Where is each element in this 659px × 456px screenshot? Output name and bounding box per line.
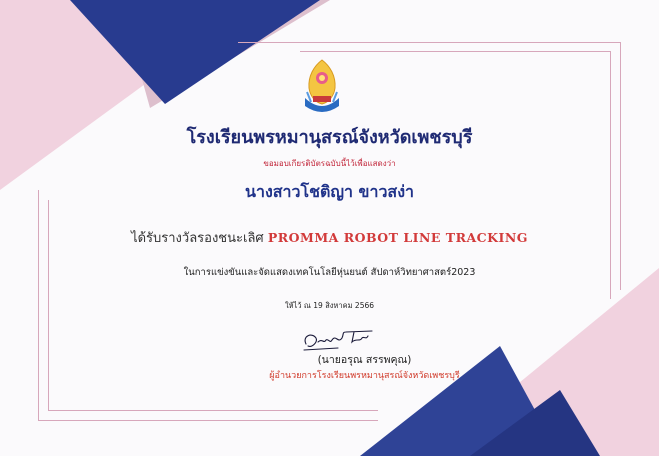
award-program: PROMMA ROBOT LINE TRACKING [267, 230, 528, 245]
certificate-subtitle: ขอมอบเกียรติบัตรฉบับนี้ไว้เพื่อแสดงว่า [263, 159, 396, 168]
award-prefix: ได้รับรางวัลรองชนะเลิศ [131, 231, 268, 246]
school-name: โรงเรียนพรหมานุสรณ์จังหวัดเพชรบุรี [186, 127, 473, 148]
border-top-line-2 [300, 51, 610, 52]
issue-date: ให้ไว้ ณ 19 สิงหาคม 2566 [284, 301, 375, 310]
signer-title: ผู้อำนวยการโรงเรียนพรหมานุสรณ์จังหวัดเพชรบุรี [269, 371, 460, 381]
border-top-line [238, 42, 620, 43]
border-bottom-line [38, 420, 378, 421]
event-description: ในการแข่งขันและจัดแสดงเทคโนโลยีหุ่นยนต์ สัปดาห์วิทยาศาสตร์2023 [183, 267, 476, 278]
border-bottom-line-2 [48, 410, 378, 411]
school-seal-icon [299, 56, 345, 116]
award-line [0, 227, 659, 248]
border-right-line-2 [610, 51, 611, 299]
recipient-name: นางสาวโชติญา ขาวสง่า [245, 182, 414, 201]
signer-name: (นายอรุณ สรรพคุณ) [317, 354, 412, 366]
